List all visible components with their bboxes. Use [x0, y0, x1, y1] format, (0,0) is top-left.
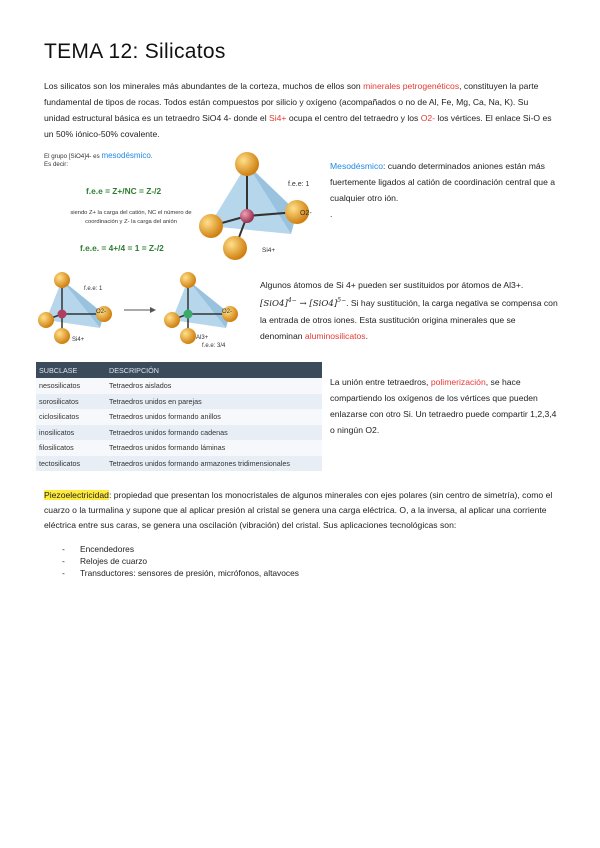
table-row: nesosilicatos Tetraedros aislados: [36, 378, 322, 394]
intro-text: los vértices. El enlace Si-O es un 50% iónico-50% covalente.: [44, 113, 552, 139]
formula-fee-general: f.e.e = Z+/NC = Z-/2: [86, 186, 162, 196]
fig2-right-fee: f.e.e: 3/4: [202, 343, 226, 349]
oxygen-atom: [235, 152, 259, 176]
intro-highlight-o2: O2-: [420, 113, 436, 123]
list-item: - Relojes de cuarzo: [62, 555, 299, 567]
substitution-formula: $[SiO4]^{4-} \to [SiO4]^{5-}$: [260, 297, 347, 309]
fig2-left-fee: f.e.e: 1: [84, 286, 103, 292]
tetrahedron-figure: [195, 150, 335, 262]
intro-paragraph: [44, 78, 556, 142]
fig2-left-si: Si4+: [72, 337, 85, 343]
polymerization-paragraph: La unión entre tetraedros, polimerización, se hace compartiendo los oxígenos de los vértices que pueden enlazarse con otro Si. Un tetraedro puede compartir 1,2,3,4 o ningún O2.: [330, 377, 557, 435]
formula-fee-silicate: f.e.e. = 4+/4 = 1 = Z-/2: [80, 243, 164, 253]
fee-label-1: f.e.e: 1: [288, 181, 310, 188]
silicate-classes-table: [36, 362, 322, 471]
highlight-polimerizacion: polimerización: [430, 377, 486, 387]
mesodesmico-definition: Mesodésmico: cuando determinados aniones están más fuertemente ligados al catión de coordinación central que a cualquier otro ión. .: [330, 161, 556, 219]
fig1-caption: El grupo [SiO4]4- es mesodésmico. Es decir:: [44, 151, 153, 168]
intro-highlight-petrogeneticos: minerales petrogenéticos: [363, 81, 460, 91]
intro-text: Los silicatos son los minerales más abundantes de la corteza, muchos de ellos son: [44, 81, 364, 91]
fig2-right-o: O2-: [222, 309, 233, 315]
table-header: DESCRIPCIÓN: [106, 362, 322, 378]
oxygen-label: O2-: [300, 210, 312, 217]
table-header: SUBCLASE: [36, 362, 106, 378]
substitution-arrow: [124, 307, 156, 313]
fig2-right-al: Al3+: [196, 335, 209, 341]
piezo-applications: [62, 543, 299, 579]
table-row: filosilicatos Tetraedros unidos formando láminas: [36, 440, 322, 456]
table-row: tectosilicatos Tetraedros unidos formando armazones tridimensionales: [36, 456, 322, 472]
oxygen-atom: [223, 236, 247, 260]
oxygen-atom: [199, 214, 223, 238]
table-row: ciclosilicatos Tetraedros unidos formando anillos: [36, 409, 322, 425]
fig2-left-o: O2-: [96, 309, 107, 315]
list-item: - Encendedores: [62, 543, 299, 555]
piezo-term: Piezoelectricidad: [44, 490, 109, 500]
intro-highlight-si4: Si4+: [269, 113, 287, 123]
piezo-paragraph: Piezoelectricidad: propiedad que presentan los monocristales de algunos minerales con ejes polares (sin centro de simetría), como el cuarzo o la turmalina y supone que al aplicar presión al cristal se genera una carga eléctrica. O, a la inversa, al aplicar una corriente eléctrica entre sus caras, se genera una oscilación (vibración) del cristal. Sus aplicaciones tecnológicas son:: [44, 490, 553, 530]
intro-text: ocupa el centro del tetraedro y los: [286, 113, 421, 123]
formula-note: siendo Z+ la carga del catión, NC el número de coordinación y Z- la carga del anión: [70, 210, 192, 225]
substitution-paragraph: Algunos átomos de Si 4+ pueden ser sustituidos por átomos de Al3+. $[SiO4]^{4-} \to [SiO4]^{5-}$. Si hay sustitución, la carga negativa se compensa con la entrada de otros iones. Esta sustitución origina minerales que se denominan aluminosilicatos.: [260, 280, 558, 341]
silicon-atom: [240, 209, 254, 223]
intro-text: , constituyen la parte fundamental de tipos de rocas. Todos están compuestos por silicio y oxígeno (acompañados o no de Al, Fe, Mg, Ca, Na, K). Su unidad estructural básica es un tetraedro SiO4 4- donde el: [44, 81, 539, 123]
highlight-aluminosilicatos: aluminosilicatos: [304, 330, 366, 341]
silicon-label: Si4+: [262, 247, 276, 254]
table-row: sorosilicatos Tetraedros unidos en parejas: [36, 394, 322, 410]
table-row: inosilicatos Tetraedros unidos formando cadenas: [36, 425, 322, 441]
substitution-figure: [38, 270, 250, 352]
list-item: - Transductores: sensores de presión, micrófonos, altavoces: [62, 567, 299, 579]
page-title: TEMA 12: Silicatos: [44, 40, 226, 63]
